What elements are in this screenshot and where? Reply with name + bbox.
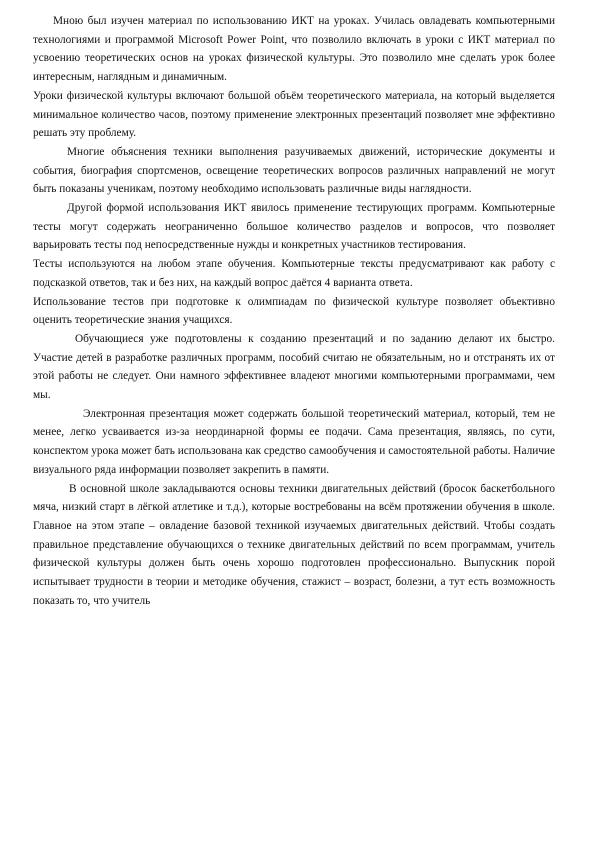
paragraph-theory-volume: Уроки физической культуры включают большой объём теоретического материала, на который выделяется минимальное количество часов, поэтому применение электронных презентаций позволяет мне эффективно решать эту проблему. <box>33 89 555 140</box>
paragraph-testing-programs: Другой формой использования ИКТ явилось применение тестирующих программ. Компьютерные тесты могут содержать неограниченно большое количество разделов и вопросов, что позволяет варьировать тесты под непосредственные нужды и конкретных участников тестирования. <box>33 202 555 252</box>
document-page <box>33 12 555 611</box>
paragraph-electronic-presentation: Электронная презентация может содержать большой теоретический материал, который, тем не менее, легко усваивается из-за неординарной формы ее подачи. Сама презентация, являясь, по сути, конспектом урока может бать использована как средство самообучения и самостоятельной работы. Наличие визуального ряда информации позволяет закрепить в памяти. <box>33 407 555 476</box>
paragraph-visual-aids: Многие объяснения техники выполнения разучиваемых движений, исторические документы и события, биография спортсменов, освещение теоретических вопросов различных направлений не могут быть показаны ученикам, поэтому необходимо использовать различные виды наглядности. <box>33 145 555 196</box>
paragraph-tests-usage: Тесты используются на любом этапе обучения. Компьютерные тексты предусматривают как работу с подсказкой ответов, так и без них, на каждый вопрос даётся 4 варианта ответа. <box>33 258 555 289</box>
paragraph-students-presentations: Обучающиеся уже подготовлены к созданию презентаций и по заданию делают их быстро. Участие детей в разработке различных программ, пособий считаю не обязательным, но и отстранять их от этой работы не следует. Они намного эффективнее владеют многими компьютерными программами, чем мы. <box>33 332 555 402</box>
paragraph-olympiad-tests: Использование тестов при подготовке к олимпиадам по физической культуре позволяет объективно оценить теоретические знания учащихся. <box>33 295 555 327</box>
paragraph-basic-school: В основной школе закладываются основы техники двигательных действий (бросок баскетбольного мяча, низкий старт в лёгкой атлетике и т.д.), которые востребованы на всём протяжении обучения в школе. Главное на этом этапе – овладение базовой техникой изучаемых двигательных действий. Чтобы создать правильное представление обучающихся о технике двигательных действий по всем программам, учитель физической культуры должен быть очень хорошо подготовлен профессионально. Выпускник порой испытывает трудности в теории и методике обучения, стажист – возраст, болезни, а тут есть возможность показать то, что учитель <box>33 482 555 607</box>
paragraph-ict-study: Мною был изучен материал по использованию ИКТ на уроках. Училась овладевать компьютерными технологиями и программой Microsoft Power Point, что позволило включать в уроки с ИКТ материал по усвоению теоретических основ на уроках физической культуры. Это позволило мне сделать урок более интересным, наглядным и динамичным. <box>33 15 555 84</box>
